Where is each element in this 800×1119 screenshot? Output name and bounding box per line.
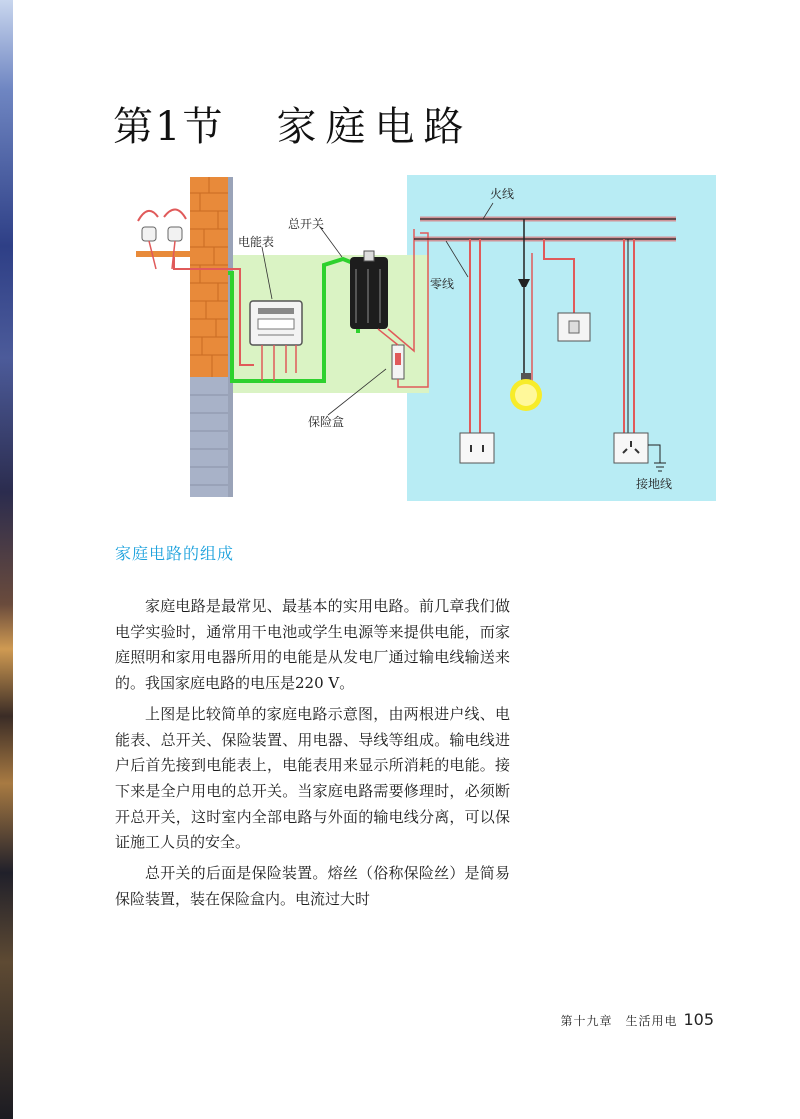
page-footer (560, 1010, 714, 1029)
paragraph: 总开关的后面是保险装置。熔丝（俗称保险丝）是简易保险装置，装在保险盒内。电流过大时 (115, 864, 510, 908)
paragraph: 上图是比较简单的家庭电路示意图，由两根进户线、电能表、总开关、保险装置、用电器、导线等组成。输电线进户后首先接到电能表上，电能表用来显示所消耗的电能。接下来是全户用电的总开关。当家庭电路需要修理时，必须断开总开关，这时室内全部电路与外面的输电线分离，可以保证施工人员的安全。 (115, 704, 510, 852)
paragraph: 家庭电路是最常见、最基本的实用电路。前几章我们做电学实验时，通常用干电池或学生电源等来提供电能，而家庭照明和家用电器所用的电能是从发电厂通过输电线输送来的。我国家庭电路的电压是220 V。 (115, 597, 510, 693)
outlet-two-pin (460, 433, 494, 463)
page-number: 105 (683, 1010, 714, 1029)
household-circuit-diagram (128, 173, 718, 503)
label-main-switch: 总开关 (288, 217, 325, 231)
book-edge-photo-strip (0, 0, 13, 1119)
wall-switch (558, 313, 590, 341)
main-switch (350, 251, 388, 329)
circuit-illustration (128, 173, 718, 503)
section-title (113, 95, 472, 152)
label-ground-wire: 接地线 (636, 477, 673, 491)
label-live-wire: 火线 (490, 187, 515, 201)
body-text (115, 594, 510, 917)
section-name: 家庭电路 (276, 104, 473, 150)
label-neutral-wire: 零线 (430, 277, 455, 291)
footer-chapter: 第十九章 生活用电 (560, 1014, 678, 1028)
label-electric-meter: 电能表 (238, 235, 275, 249)
section-number: 第1节 (113, 104, 225, 150)
label-fuse-box: 保险盒 (308, 415, 345, 429)
subheading-circuit-composition: 家庭电路的组成 (115, 544, 235, 563)
brick-wall (190, 177, 233, 497)
